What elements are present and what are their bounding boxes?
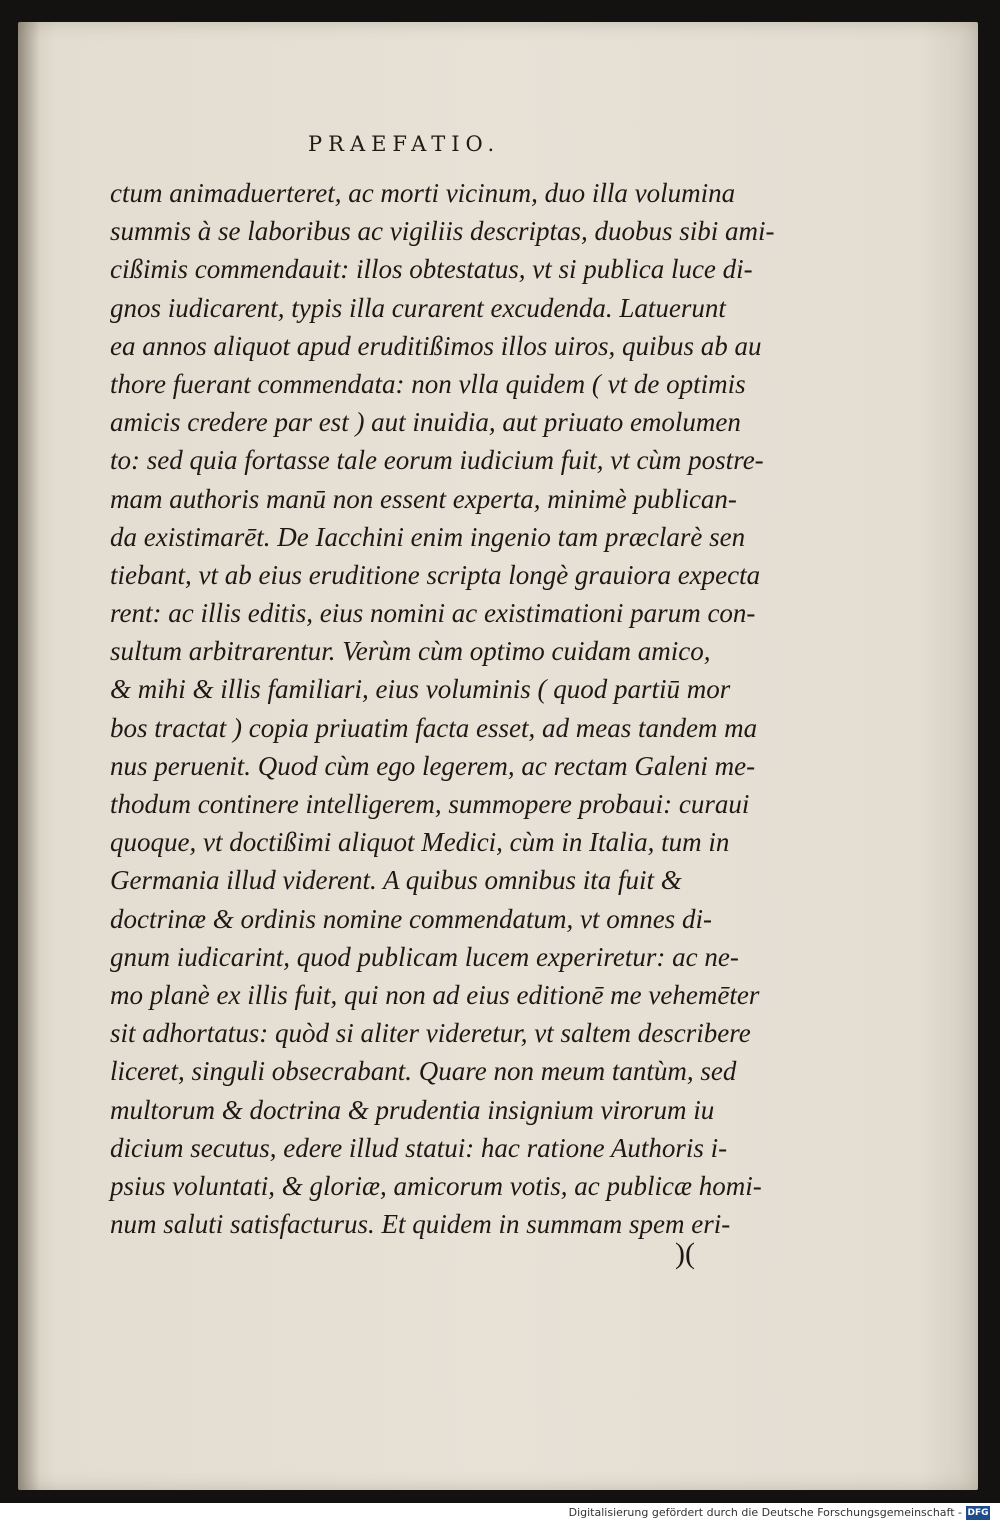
text-line: gnos iudicarent, typis illa curarent excudenda. Latuerunt bbox=[110, 292, 726, 323]
text-line: thore fuerant commendata: non vlla quidem ( vt de optimis bbox=[110, 368, 746, 399]
text-line: rent: ac illis editis, eius nomini ac existimationi parum con- bbox=[110, 598, 756, 629]
running-head: PRAEFATIO. bbox=[308, 132, 501, 156]
text-line: to: sed quia fortasse tale eorum iudicium fuit, vt cùm postre- bbox=[110, 445, 764, 476]
text-line: num saluti satisfacturus. Et quidem in summam spem eri- bbox=[110, 1209, 731, 1240]
gutter-shadow bbox=[18, 22, 40, 1490]
text-line: ctum animaduerteret, ac morti vicinum, duo illa volumina bbox=[110, 178, 736, 208]
text-line: sultum arbitrarentur. Verùm cùm optimo cuidam amico, bbox=[110, 636, 711, 667]
text-line: tiebant, vt ab eius eruditione scripta longè grauiora expecta bbox=[110, 559, 761, 590]
footer-bar bbox=[0, 1503, 1000, 1523]
funding-credit: Digitalisierung gefördert durch die Deutsche Forschungsgemeinschaft - bbox=[568, 1506, 962, 1519]
text-line: bos tractat ) copia priuatim facta esset, ad meas tandem ma bbox=[110, 712, 758, 743]
text-line: thodum continere intelligerem, summopere probaui: curaui bbox=[110, 789, 750, 819]
text-line: nus peruenit. Quod cùm ego legerem, ac rectam Galeni me- bbox=[110, 750, 756, 781]
text-line: dicium secutus, edere illud statui: hac ratione Authoris i- bbox=[110, 1132, 728, 1163]
text-line: gnum iudicarint, quod publicam lucem experiretur: ac ne- bbox=[110, 941, 739, 972]
text-line: Germania illud viderent. A quibus omnibus ita fuit & bbox=[110, 865, 682, 896]
text-line: multorum & doctrina & prudentia insignium virorum iu bbox=[110, 1094, 715, 1125]
text-line: mam authoris manū non essent experta, minimè publican- bbox=[110, 483, 737, 514]
book-page bbox=[18, 22, 978, 1490]
dfg-logo-icon: DFG bbox=[967, 1508, 989, 1518]
text-line: psius voluntati, & gloriæ, amicorum votis, ac publicæ homi- bbox=[110, 1170, 762, 1201]
text-line: mo planè ex illis fuit, qui non ad eius editionē me vehemēter bbox=[110, 979, 760, 1010]
text-line: amicis credere par est ) aut inuidia, aut priuato emolumen bbox=[110, 407, 741, 438]
text-line: summis à se laboribus ac vigiliis descriptas, duobus sibi ami- bbox=[110, 216, 775, 247]
text-line: quoque, vt doctißimi aliquot Medici, cùm in Italia, tum in bbox=[110, 827, 730, 858]
signature-mark: )( bbox=[675, 1237, 695, 1270]
text-line: liceret, singuli obsecrabant. Quare non meum tantùm, sed bbox=[110, 1056, 737, 1087]
text-line: doctrinæ & ordinis nomine commendatum, vt omnes di- bbox=[110, 903, 712, 934]
body-text bbox=[110, 174, 810, 1243]
text-line: & mihi & illis familiari, eius voluminis ( quod partiū mor bbox=[110, 674, 731, 705]
text-line: cißimis commendauit: illos obtestatus, vt si publica luce di- bbox=[110, 254, 753, 285]
text-line: da existimarēt. De Iacchini enim ingenio tam præclarè sen bbox=[110, 521, 746, 552]
text-line: ea annos aliquot apud eruditißimos illos uiros, quibus ab au bbox=[110, 330, 762, 361]
text-line: sit adhortatus: quòd si aliter videretur, vt saltem describere bbox=[110, 1018, 751, 1049]
